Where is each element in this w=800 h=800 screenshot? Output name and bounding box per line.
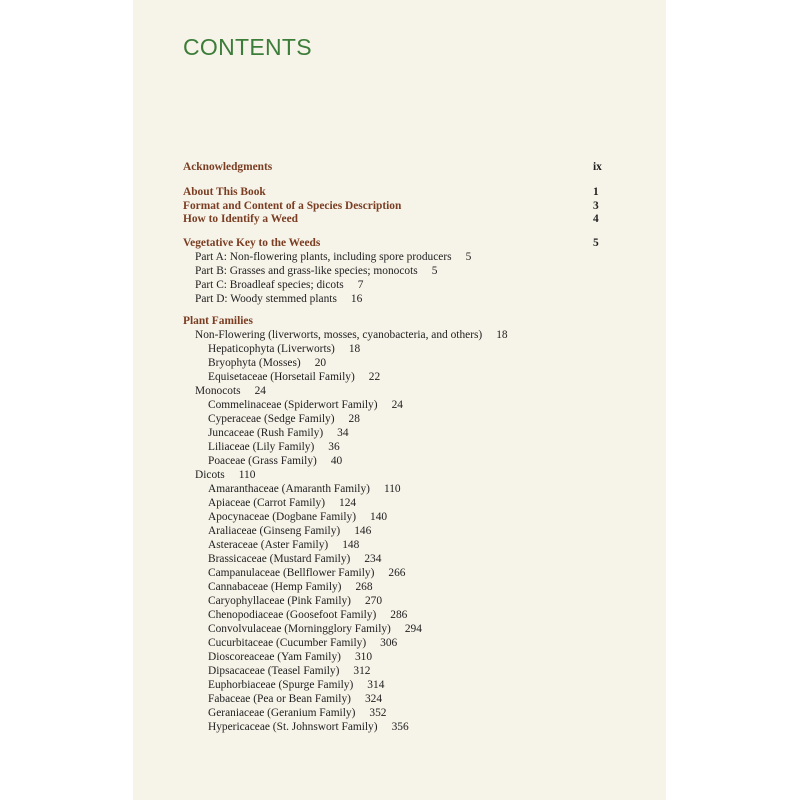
toc-entry-format [183,199,401,213]
toc-entry-page: 294 [404,623,422,635]
toc-entry-page: 306 [380,637,398,649]
toc-entry-label: Dipsacaceae (Teasel Family) [208,665,340,677]
toc-entry-page: 312 [353,665,371,677]
toc-family-entry [208,650,372,664]
toc-entry-label: Campanulaceae (Bellflower Family) [208,567,375,579]
toc-entry-page: 4 [593,213,599,225]
toc-entry-label: Amaranthaceae (Amaranth Family) [208,483,370,495]
toc-entry-page: 22 [368,371,381,383]
toc-entry-page: 148 [342,539,360,551]
toc-entry-label: Araliaceae (Ginseng Family) [208,525,341,537]
toc-entry-label: Part B: Grasses and grass-like species; monocots [195,265,418,277]
toc-entry-page: 310 [354,651,373,663]
toc-entry-page: 110 [383,483,401,495]
toc-family-entry [208,356,326,370]
toc-entry-label: Monocots [195,385,241,397]
toc-entry-page: 3 [593,200,599,212]
toc-entry-page: 24 [391,399,403,411]
toc-entry-label: Part A: Non-flowering plants, including spore producers [195,251,452,263]
toc-entry-label: Hypericaceae (St. Johnswort Family) [208,721,378,733]
toc-family-entry [208,580,373,594]
toc-entry-page: 270 [364,595,383,607]
toc-entry-about [183,185,266,199]
toc-family-entry [208,482,401,496]
toc-family-entry [208,566,405,580]
toc-entry-page: ix [593,161,602,173]
toc-entry-label: Cyperaceae (Sedge Family) [208,413,335,425]
toc-entry-page: 18 [348,343,361,355]
toc-entry-label: Apocynaceae (Dogbane Family) [208,511,357,523]
toc-family-entry [208,622,422,636]
toc-entry-label: Vegetative Key to the Weeds [183,237,321,249]
toc-family-entry [208,720,409,734]
toc-entry-page: 140 [370,511,388,523]
toc-key-part [195,264,437,278]
toc-family-entry [208,678,384,692]
toc-entry-page: 24 [254,385,266,397]
toc-family-entry [208,692,382,706]
toc-entry-page: 16 [350,293,363,305]
toc-entry-page: 234 [364,553,382,565]
toc-entry-page: 18 [496,329,508,341]
toc-entry-page: 20 [314,357,327,369]
toc-entry-page: 314 [367,679,385,691]
toc-entry-label: Fabaceae (Pea or Bean Family) [208,693,351,705]
toc-entry-label: Convolvulaceae (Morningglory Family) [208,623,391,635]
toc-entry-label: Geraniaceae (Geranium Family) [208,707,356,719]
toc-family-entry [208,538,359,552]
toc-entry-label: Non-Flowering (liverworts, mosses, cyanobacteria, and others) [195,329,483,341]
toc-family-entry [208,664,371,678]
toc-entry-label: About This Book [183,186,266,198]
toc-section-plant-families: Plant Families [183,315,253,327]
book-page [133,0,666,800]
toc-entry-vegetative-key [183,236,320,250]
toc-entry-label: Apiaceae (Carrot Family) [208,497,326,509]
toc-family-entry [208,636,397,650]
toc-entry-page: 40 [330,455,343,467]
toc-entry-label: Dioscoreaceae (Yam Family) [208,651,341,663]
toc-entry-label: Cannabaceae (Hemp Family) [208,581,342,593]
toc-family-entry [208,608,407,622]
toc-entry-page: 146 [354,525,372,537]
toc-group-non-flowering [195,328,508,342]
toc-entry-label: Part C: Broadleaf species; dicots [195,279,344,291]
toc-entry-label: Chenopodiaceae (Goosefoot Family) [208,609,377,621]
toc-entry-label: Bryophyta (Mosses) [208,357,301,369]
toc-key-part [195,278,363,292]
toc-family-entry [208,426,349,440]
toc-family-entry [208,370,380,384]
toc-group-monocots [195,384,266,398]
toc-entry-page: 110 [238,469,256,481]
toc-family-entry [208,594,382,608]
toc-entry-page: 5 [431,265,438,277]
toc-family-entry [208,510,387,524]
toc-entry-page: 5 [593,237,599,249]
toc-entry-label: Brassicaceae (Mustard Family) [208,553,351,565]
toc-entry-page: 352 [369,707,387,719]
toc-key-part [195,292,362,306]
toc-family-entry [208,342,360,356]
toc-entry-page: 7 [357,279,364,291]
toc-key-part [195,250,471,264]
toc-entry-label: Cucurbitaceae (Cucumber Family) [208,637,367,649]
toc-entry-page: 268 [355,581,373,593]
toc-entry-label: Poaceae (Grass Family) [208,455,317,467]
toc-group-dicots [195,468,255,482]
toc-entry-page: 34 [337,427,349,439]
toc-entry-label: Caryophyllaceae (Pink Family) [208,595,351,607]
toc-family-entry [208,454,342,468]
toc-entry-label: Acknowledgments [183,161,273,173]
toc-entry-page: 356 [391,721,409,733]
toc-entry-label: Equisetaceae (Horsetail Family) [208,371,355,383]
toc-entry-label: Hepaticophyta (Liverworts) [208,343,335,355]
toc-entry-page: 1 [593,186,599,198]
toc-entry-label: How to Identify a Weed [183,213,298,225]
toc-entry-page: 5 [465,251,472,263]
toc-entry-label: Part D: Woody stemmed plants [195,293,337,305]
toc-entry-acknowledgments [183,160,272,174]
toc-family-entry [208,552,381,566]
toc-entry-identify [183,212,298,226]
toc-entry-page: 266 [388,567,406,579]
toc-entry-label: Euphorbiaceae (Spurge Family) [208,679,354,691]
page-title: CONTENTS [183,34,312,60]
toc-entry-page: 324 [364,693,383,705]
toc-family-entry [208,524,371,538]
toc-entry-page: 28 [348,413,360,425]
toc-entry-label: Format and Content of a Species Description [183,200,402,212]
toc-entry-label: Dicots [195,469,225,481]
toc-family-entry [208,440,340,454]
toc-entry-label: Juncaceae (Rush Family) [208,427,324,439]
toc-family-entry [208,706,386,720]
toc-entry-page: 124 [339,497,357,509]
toc-entry-label: Asteraceae (Aster Family) [208,539,329,551]
toc-entry-page: 36 [328,441,340,453]
toc-family-entry [208,398,403,412]
toc-entry-label: Commelinaceae (Spiderwort Family) [208,399,378,411]
toc-family-entry [208,496,356,510]
toc-entry-page: 286 [390,609,408,621]
toc-family-entry [208,412,360,426]
toc-entry-label: Liliaceae (Lily Family) [208,441,315,453]
